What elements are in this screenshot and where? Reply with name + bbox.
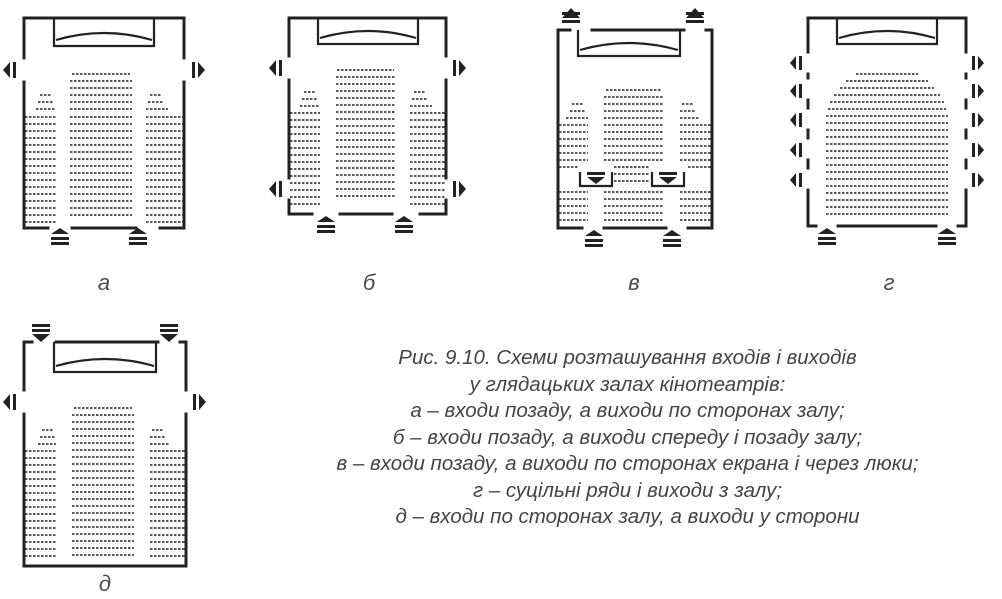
hall-a-rows-left <box>25 95 56 222</box>
hall-g-entry-1 <box>818 228 836 245</box>
hall-a-entry-1 <box>51 228 69 245</box>
hall-a-rows-center <box>70 74 132 215</box>
hall-v-entry-1 <box>585 230 603 247</box>
caption-item-d: д – входи по сторонах залу, а виходи у сторони <box>395 505 860 528</box>
caption-subtitle: у глядацьких залах кінотеатрів: <box>469 372 786 396</box>
caption-item-a: а – входи позаду, а виходи по сторонах залу; <box>410 399 845 422</box>
hall-b-rows-center <box>336 70 396 196</box>
caption-title: Рис. 9.10. Схеми розташування входів і виходів <box>398 346 857 369</box>
hall-a-walls <box>24 18 184 228</box>
hall-b-exit-left-top <box>269 60 282 76</box>
hall-g-screen <box>837 18 937 44</box>
hall-label-b: б <box>362 270 376 295</box>
hall-label-a: а <box>97 270 111 295</box>
hall-g-walls <box>808 18 966 226</box>
hall-g-entry-2 <box>938 228 956 245</box>
hall-b-exit-right-top <box>453 60 466 76</box>
hall-b-rows-right <box>410 92 445 204</box>
hall-b-exit-right-bottom <box>453 181 466 197</box>
hall-v-hatch-left-arrow <box>587 172 605 184</box>
hall-b-exit-left-bottom <box>269 181 282 197</box>
hall-a-screen <box>54 18 154 46</box>
hall-d-entry-top-left <box>32 324 50 342</box>
hall-label-d: д <box>98 571 112 596</box>
hall-b-walls <box>289 18 446 214</box>
hall-a-exit-right <box>192 62 205 78</box>
hall-d-rows-left <box>25 430 56 556</box>
hall-b-rows-left <box>290 92 320 204</box>
hall-b <box>269 18 466 233</box>
hall-v <box>558 8 712 247</box>
hall-a <box>3 18 205 245</box>
hall-v-screen <box>578 30 680 56</box>
hall-d-walls <box>24 342 186 566</box>
hall-v-rows-right <box>680 104 711 220</box>
figure-caption <box>270 345 985 531</box>
hall-g-exits-left <box>790 56 802 187</box>
hall-v-entry-2 <box>663 230 681 247</box>
hall-d-rows-center <box>72 408 134 555</box>
caption-item-g: г – суцільні ряди і виходи з залу; <box>472 478 783 502</box>
hall-g-exits-right <box>972 56 984 187</box>
hall-v-exit-top-right <box>686 8 704 23</box>
hall-d-screen <box>54 342 156 372</box>
hall-b-entry-1 <box>317 216 335 233</box>
hall-a-rows-right <box>146 95 183 222</box>
hall-g-rows <box>826 74 948 214</box>
hall-label-v: в <box>628 270 640 295</box>
caption-item-b: б – входи позаду, а виходи спереду і позаду залу; <box>392 425 863 449</box>
hall-d <box>3 324 206 566</box>
hall-b-entry-2 <box>395 216 413 233</box>
hall-v-rows-left <box>559 104 588 220</box>
hall-g <box>790 18 984 245</box>
hall-label-g: г <box>883 270 895 295</box>
hall-d-exit-right <box>193 394 206 410</box>
hall-v-hatch-right-arrow <box>659 172 677 184</box>
hall-v-rows-center <box>604 90 664 220</box>
hall-d-exit-left <box>3 394 16 410</box>
hall-d-entry-top-right <box>160 324 178 342</box>
hall-v-exit-top-left <box>562 8 580 23</box>
caption-item-v: в – входи позаду, а виходи по сторонах екрана і через люки; <box>336 452 919 475</box>
hall-b-screen <box>318 18 418 44</box>
hall-d-rows-right <box>150 430 185 556</box>
hall-a-exit-left <box>3 62 16 78</box>
hall-a-entry-2 <box>129 228 147 245</box>
